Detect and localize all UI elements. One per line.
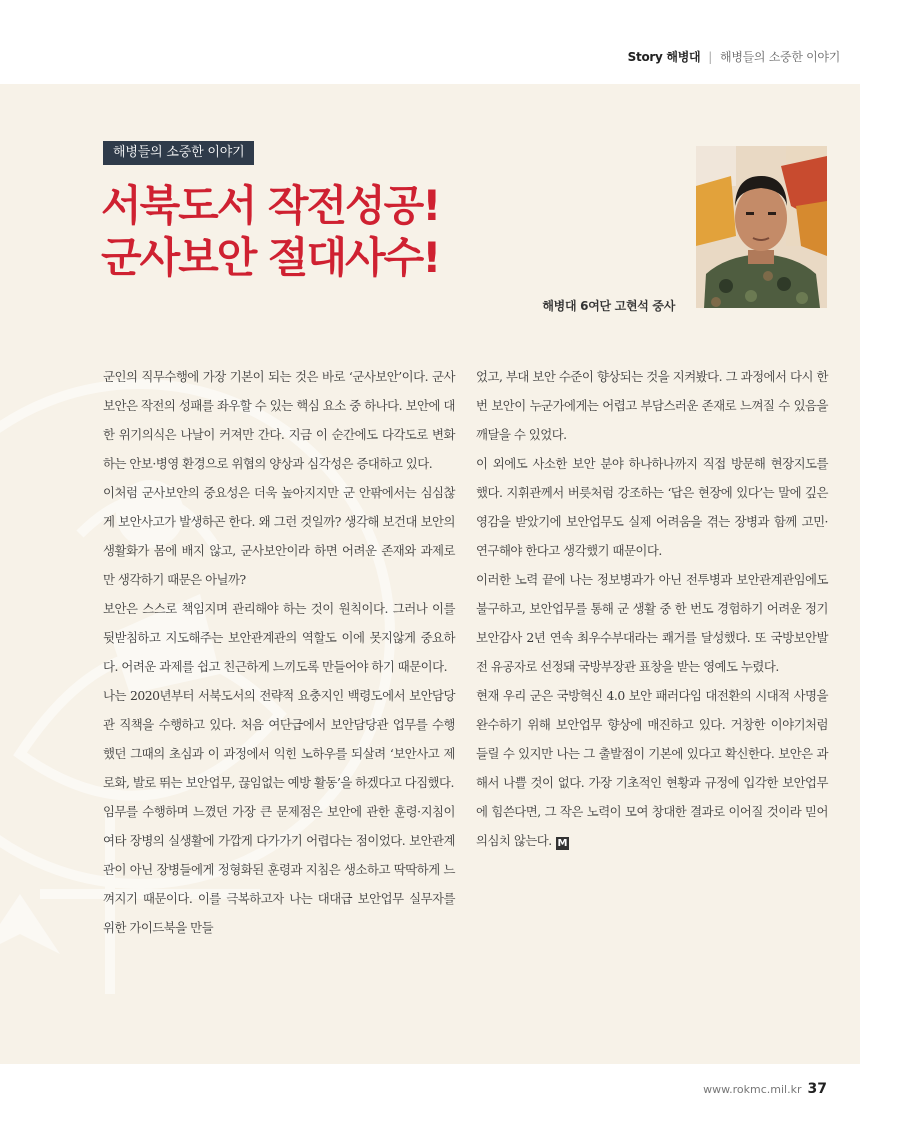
page-footer bbox=[703, 1081, 827, 1097]
story-label: Story 해병대 bbox=[627, 50, 701, 64]
paragraph-text: 현재 우리 군은 국방혁신 4.0 보안 패러다임 대전환의 시대적 사명을 완수하기 위해 보안업무 향상에 매진하고 있다. 거창한 이야기처럼 들릴 수 있지만 나는 그 출발점이 기본에 있다고 확신한다. 보안은 과해서 나쁠 것이 없다. 가장 기초적인 현황과 규정에 입각한 보안업무에 힘쓴다면, 그 작은 노력이 모여 창대한 결과로 이어질 것이라 믿어 의심치 않는다. bbox=[476, 688, 828, 848]
paragraph: 었고, 부대 보안 수준이 향상되는 것을 지켜봤다. 그 과정에서 다시 한 번 보안이 누군가에게는 어렵고 부담스러운 존재로 느껴질 수 있음을 깨달을 수 있었다. bbox=[476, 369, 828, 442]
soldier-portrait-image bbox=[696, 146, 827, 308]
title-line-2: 군사보안 절대사수! bbox=[101, 233, 440, 282]
site-url: www.rokmc.mil.kr bbox=[703, 1083, 802, 1096]
paragraph: 이러한 노력 끝에 나는 정보병과가 아닌 전투병과 보안관계관임에도 불구하고, 보안업무를 통해 군 생활 중 한 번도 경험하기 어려운 정기보안감사 2년 연속 최우수부대라는 쾌거를 달성했다. 또 국방보안발전 유공자로 선정돼 국방부장관 표창을 받는 영예도 누렸다. bbox=[476, 572, 828, 674]
title-line-1: 서북도서 작전성공! bbox=[101, 181, 440, 230]
paragraph: 이 외에도 사소한 보안 분야 하나하나까지 직접 방문해 현장지도를 했다. 지휘관께서 버릇처럼 강조하는 ‘답은 현장에 있다’는 말에 깊은 영감을 받았기에 보안업무도 실제 어려움을 겪는 장병과 함께 고민·연구해야 한다고 생각했기 때문이다. bbox=[476, 456, 828, 558]
section-tag: 해병들의 소중한 이야기 bbox=[103, 141, 254, 165]
paragraph: 나는 2020년부터 서북도서의 전략적 요충지인 백령도에서 보안담당관 직책을 수행하고 있다. 처음 여단급에서 보안담당관 업무를 수행했던 그때의 초심과 이 과정에서 익힌 노하우를 되살려 ‘보안사고 제로화, 발로 뛰는 보안업무, 끊임없는 예방 활동’을 하겠다고 다짐했다. bbox=[103, 688, 455, 790]
paragraph: 군인의 직무수행에 가장 기본이 되는 것은 바로 ‘군사보안’이다. 군사보안은 작전의 성패를 좌우할 수 있는 핵심 요소 중 하나다. 보안에 대한 위기의식은 나날이 커져만 간다. 지금 이 순간에도 다각도로 변화하는 안보·병영 환경으로 위협의 양상과 심각성은 증대하고 있다. bbox=[103, 369, 455, 471]
author-photo bbox=[696, 146, 827, 308]
running-header bbox=[628, 48, 840, 65]
page-number: 37 bbox=[807, 1081, 827, 1097]
paragraph: 이처럼 군사보안의 중요성은 더욱 높아지지만 군 안팎에서는 심심찮게 보안사고가 발생하곤 한다. 왜 그런 것일까? 생각해 보건대 보안의 생활화가 몸에 배지 않고, 군사보안이라 하면 어려운 존재와 과제로만 생각하기 때문은 아닐까? bbox=[103, 485, 455, 587]
header-divider: | bbox=[708, 50, 713, 64]
section-label: 해병들의 소중한 이야기 bbox=[720, 50, 840, 64]
article-column-left bbox=[103, 362, 455, 942]
article-title bbox=[101, 180, 439, 284]
paragraph-final bbox=[476, 681, 828, 855]
photo-caption: 해병대 6여단 고현석 중사 bbox=[542, 299, 675, 313]
paragraph: 보안은 스스로 책임지며 관리해야 하는 것이 원칙이다. 그러나 이를 뒷받침하고 지도해주는 보안관계관의 역할도 이에 못지않게 중요하다. 어려운 과제를 쉽고 친근하게 느끼도록 만들어야 하기 때문이다. bbox=[103, 601, 455, 674]
paragraph: 임무를 수행하며 느꼈던 가장 큰 문제점은 보안에 관한 훈령·지침이 여타 장병의 실생활에 가깝게 다가가기 어렵다는 점이었다. 보안관계관이 아닌 장병들에게 정형화된 훈령과 지침은 생소하고 딱딱하게 느껴지기 때문이다. 이를 극복하고자 나는 대대급 보안업무 실무자를 위한 가이드북을 만들 bbox=[103, 804, 455, 935]
article-column-right bbox=[476, 362, 828, 855]
end-mark-icon: M bbox=[557, 838, 567, 849]
